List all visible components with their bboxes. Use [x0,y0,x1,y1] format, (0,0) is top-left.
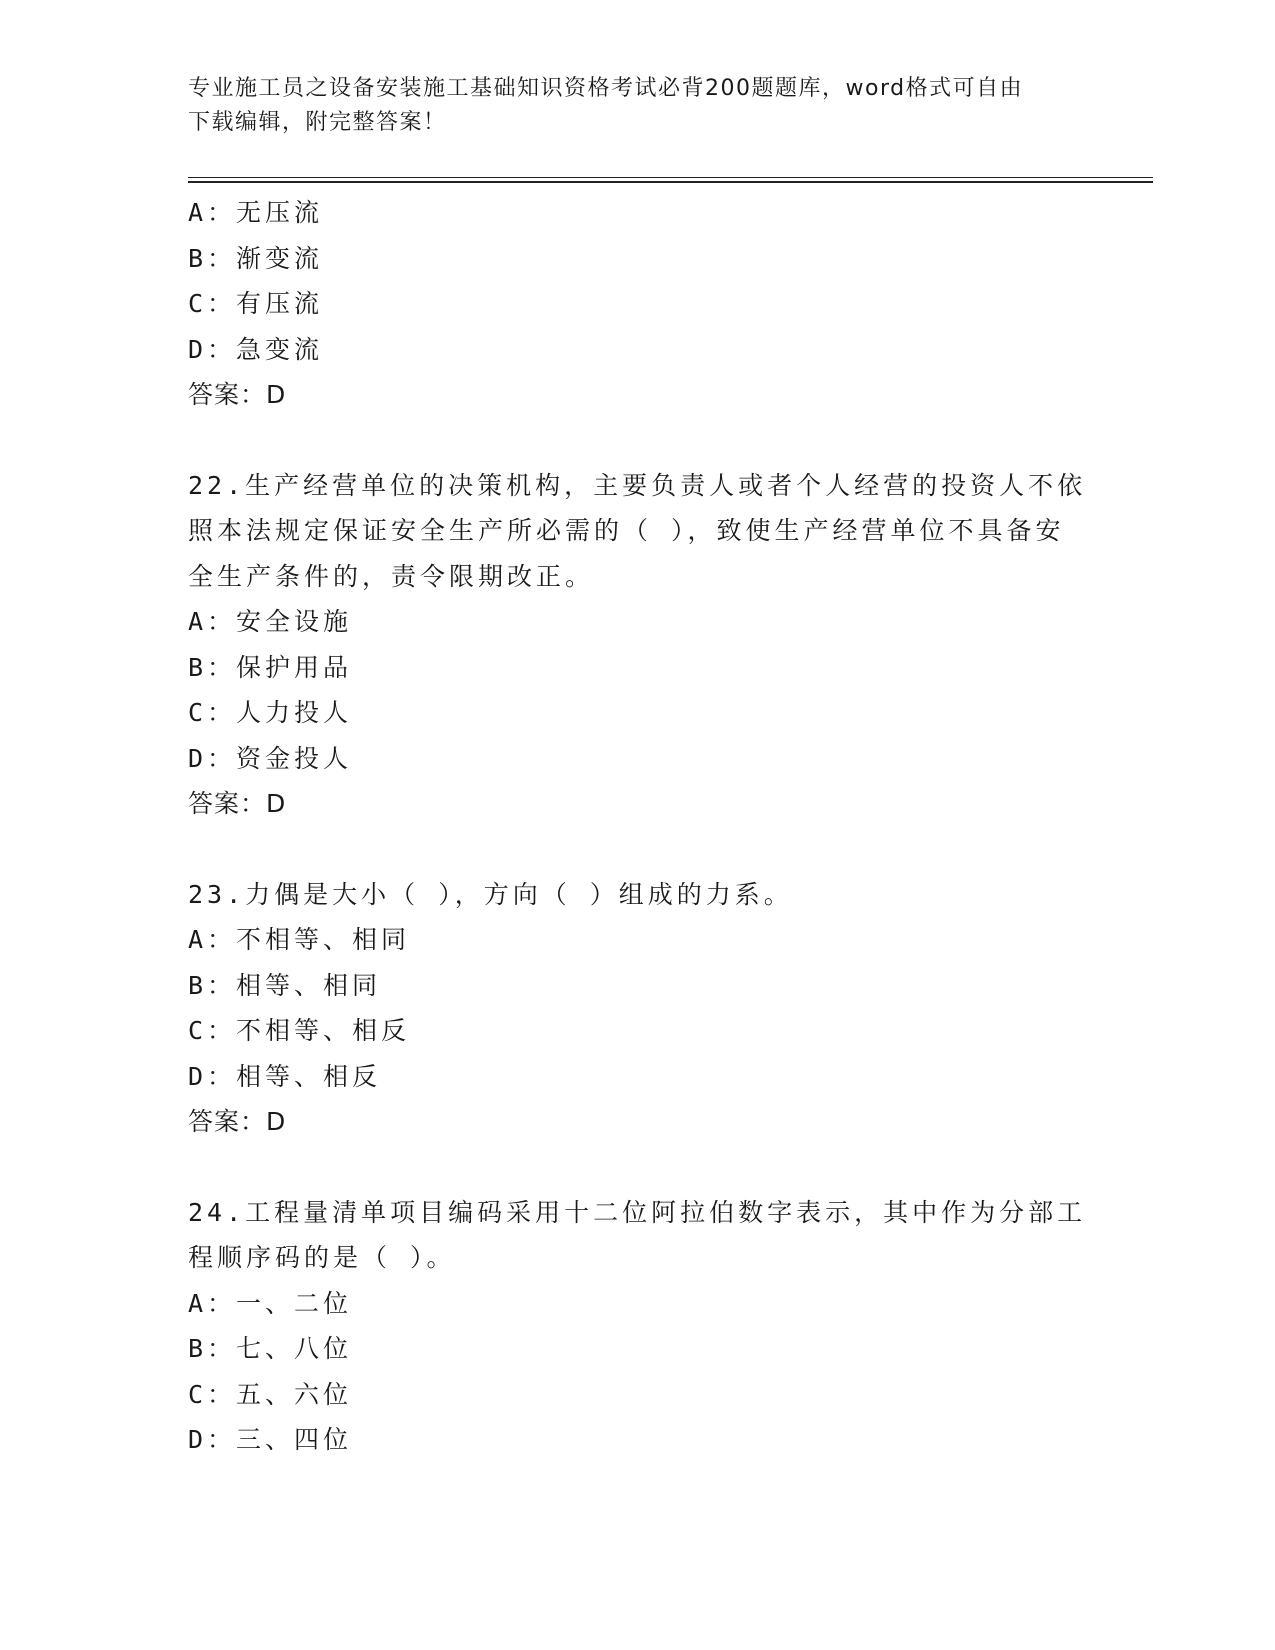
question-text-line: 照本法规定保证安全生产所必需的（ ），致使生产经营单位不具备安 [188,516,1065,545]
option-a: A：无压流 [188,198,324,227]
question-spacer [188,1145,1088,1190]
option-c: C：不相等、相反 [188,1016,411,1045]
question-text-line: 22.生产经营单位的决策机构，主要负责人或者个人经营的投资人不依 [188,470,1087,500]
option-a: A：安全设施 [188,607,353,636]
question-spacer [188,827,1088,872]
header-title-line-1: 专业施工员之设备安装施工基础知识资格考试必背200题题库，word格式可自由 [188,76,1024,101]
header-divider-thick [188,181,1153,183]
question-content [188,190,1088,1463]
question-24-block [188,1190,1088,1463]
answer-line: 答案：D [188,1107,287,1136]
question-text-line: 全生产条件的，责令限期改正。 [188,561,595,591]
header-divider-thin [188,177,1153,178]
question-text-line: 程顺序码的是（ ）。 [188,1243,456,1272]
option-a: A：一、二位 [188,1288,353,1318]
question-22-block [188,463,1088,827]
option-d: D：急变流 [188,334,324,364]
option-d: D：相等、相反 [188,1061,382,1091]
question-21-block [188,190,1088,418]
answer-line: 答案：D [188,380,287,409]
option-c: C：有压流 [188,289,324,318]
option-a: A：不相等、相同 [188,925,411,954]
question-spacer [188,418,1088,463]
document-header [188,72,1068,140]
option-c: C：五、六位 [188,1379,353,1409]
option-b: B：相等、相同 [188,970,382,1000]
option-b: B：七、八位 [188,1334,353,1363]
question-23-block [188,872,1088,1145]
question-text-line: 24.工程量清单项目编码采用十二位阿拉伯数字表示，其中作为分部工 [188,1197,1087,1227]
option-d: D：三、四位 [188,1425,353,1454]
option-c: C：人力投人 [188,698,353,727]
option-b: B：保护用品 [188,652,353,682]
header-title-line-2: 下载编辑，附完整答案！ [188,110,447,135]
answer-line: 答案：D [188,789,287,818]
option-b: B：渐变流 [188,243,324,273]
question-text-line: 23.力偶是大小（ ），方向（ ）组成的力系。 [188,879,793,909]
option-d: D：资金投人 [188,743,353,773]
